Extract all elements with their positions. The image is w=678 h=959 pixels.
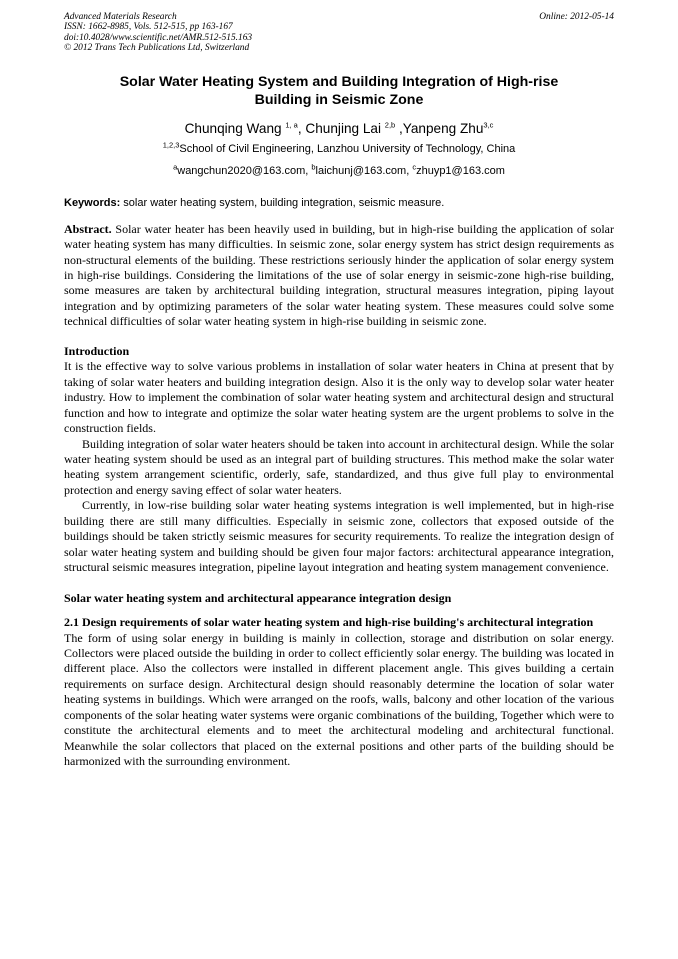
paragraph: It is the effective way to solve various problems in installation of solar water heaters in China at present that by taking of solar water heaters and building integration design. Also it is the only way to develop solar water heater industry. How to implement the combination of solar water heating system and architectural design and structural function and how to integrate and optimize the solar water heating system are the urgent problems to solve in the construction fields. [64,359,614,436]
paragraph: Building integration of solar water heaters should be taken into account in architectural design. While the solar water heating system should be used as an integral part of building structures. This method make the solar water heating system arrangement scientific, orderly, safe, standardized, and thus give full play to environmental protection and energy saving effect of solar water heaters. [64,436,614,497]
keywords [64,196,614,210]
email-link[interactable]: wangchun2020@163.com [177,164,306,177]
paragraph: The form of using solar energy in building is mainly in collection, storage and distribution on solar energy. Collectors were placed outside the building in order to collect efficiently solar energy. The building was located in different place. Also the collectors were installed in different placement angle. This gives building a certain requirements on surface design. Architectural design should reasonably determine the location of solar water heating systems in buildings. Which were arranged on the roofs, walls, balcony and other location of the various components of the solar heating water systems were organic combinations of the building, Together which were to constitute the architectural elements and to meet the architectural modeling and architectural functional. Meanwhile the solar collectors that placed on the external positions and other parts of the building should be harmonized with the surrounding environment. [64,630,614,769]
paper-title: Solar Water Heating System and Building Integration of High-rise Building in Seismic Zone [119,73,559,108]
keywords-label: Keywords: [64,196,121,209]
abstract [64,222,614,330]
affiliation: $^{1,2,3}$School of Civil Engineering, Lanzhou University of Technology, China [162,139,516,155]
journal-name: Advanced Materials Research [64,12,177,22]
abstract-label: Abstract. [64,221,112,236]
keywords-text: solar water heating system, building integration, seismic measure. [120,196,445,209]
paper-page [64,12,614,770]
email-link[interactable]: laichunj@163.com [315,164,407,177]
paragraph: Currently, in low-rise building solar water heating systems integration is well implemented, but in high-rise building there are still many difficulties. Especially in seismic zone, collectors that exposed outside of the buildings should be taken strictly seismic measures for security requirements. To realize the integration design of solar water heating system and building should be given four major factors: architectural appearance integration, structural seismic measures integration, pipeline layout integration and heating system management convenience. [64,498,614,575]
doi-line: doi:10.4028/www.scientific.net/AMR.512-515.163 [64,32,253,43]
journal-metadata [64,12,614,54]
author-name: Chunjing Lai [305,120,385,136]
section-heading-introduction: Introduction [64,343,130,358]
email-link[interactable]: zhuyp1@163.com [416,164,505,177]
author-name: Chunqing Wang [184,120,286,136]
issn-line: ISSN: 1662-8985, Vols. 512-515, pp 163-167 [64,22,233,33]
online-date: Online: 2012-05-14 [539,12,614,22]
author-list: Chunqing Wang $^{1, a}$, Chunjing Lai $^{2,b}$ ,Yanpeng Zhu$^{3,c}$ [184,120,494,136]
abstract-text: Solar water heater has been heavily used in building, but in high-rise building the application of solar water heating system has many difficulties. In seismic zone, solar energy system has strict design requirements as non-structural elements of the building. These restrictions seriously hinder the application of solar energy system in high-rise buildings. Considering the limitations of the use of solar energy in seismic-zone high-rise building, some measures are taken by architectural building integration, structural measures integration, piping layout integration and by optimizing parameters of the solar water heating system. These measures could solve some technical difficulties of solar water heating system in high-rise building in seismic zone. [64,221,614,329]
author-name: Yanpeng Zhu [402,120,484,136]
subsection-heading-2-1: 2.1 Design requirements of solar water heating system and high-rise building's architectural integration [64,615,594,630]
author-emails: $^a$wangchun2020@163.com, $^b$laichunj@163.com, $^c$zhuyp1@163.com [173,161,505,177]
copyright-line: © 2012 Trans Tech Publications Ltd, Switzerland [64,43,250,54]
section-heading-integration-design: Solar water heating system and architectural appearance integration design [64,590,452,605]
